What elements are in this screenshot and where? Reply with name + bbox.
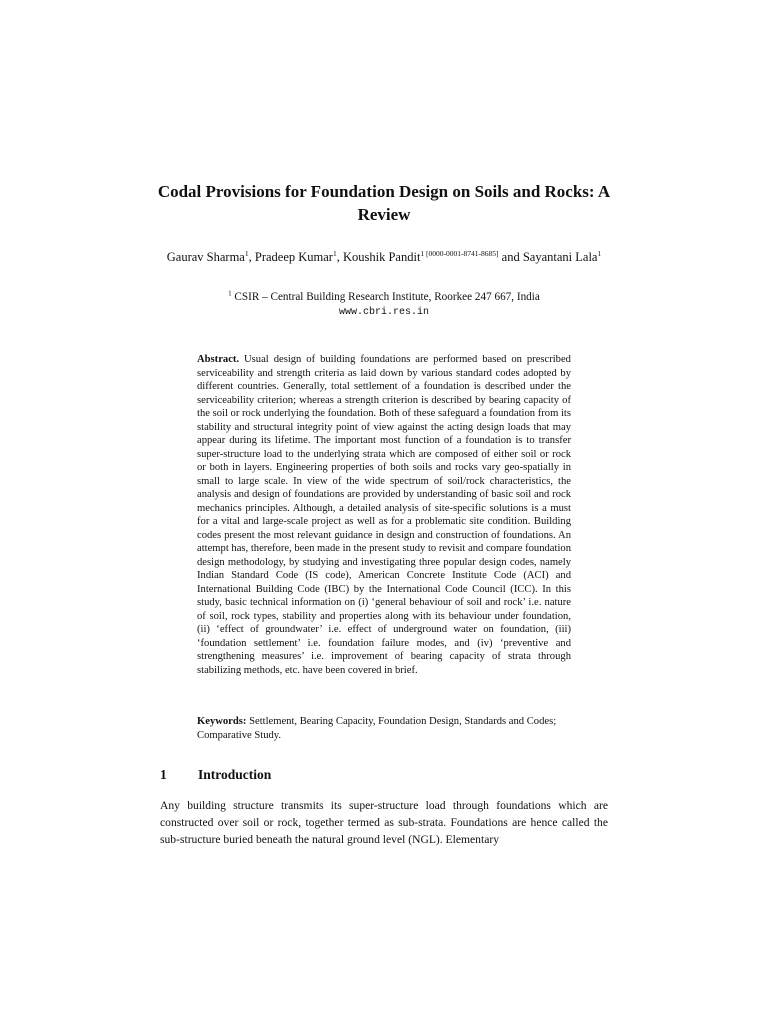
keywords-label: Keywords: xyxy=(197,716,247,727)
author-affiliation-marker: 1 [0000-0001-8741-8685] xyxy=(420,248,499,258)
author-affiliation-marker: 1 xyxy=(332,248,337,258)
author-separator: , xyxy=(336,250,343,264)
author-separator: , xyxy=(248,250,255,264)
section-title: Introduction xyxy=(198,767,272,782)
abstract xyxy=(197,353,571,677)
keywords xyxy=(197,715,571,742)
author-affiliation-marker: 1 xyxy=(597,248,602,258)
paper-title: Codal Provisions for Foundation Design on Soils and Rocks: A Review xyxy=(157,182,611,224)
author-affiliation-marker: 1 xyxy=(244,248,249,258)
section-body-text: Any building structure transmits its super-structure load through foundations which are constructed over soil or rock, together termed as sub-strata. Foundations are hence called the sub-structure buried beneath the natural ground level (NGL). Elementary xyxy=(160,799,608,846)
section-number: 1 xyxy=(160,767,167,782)
abstract-label: Abstract. xyxy=(197,354,240,365)
affiliation-marker: 1 xyxy=(228,289,232,298)
affiliation-text: CSIR – Central Building Research Institute, Roorkee 247 667, India xyxy=(234,291,540,303)
keywords-text: Settlement, Bearing Capacity, Foundation Design, Standards and Codes; Comparative Study. xyxy=(197,716,557,741)
author-name: Sayantani Lala xyxy=(522,250,598,264)
author-separator: and xyxy=(498,250,523,264)
abstract-text: Usual design of building foundations are performed based on prescribed serviceability and strength criteria as laid down by various standard codes adopted by different countries. Generally, total settlement of a foundation is described under the serviceability criterion; whereas a strength criterion is described by bearing capacity of the soil or rock underlying the foundation. Both of these safeguard a foundation from its stability and structural integrity point of view against the acting design loads that may appear during its lifetime. The important most function of a foundation is to transfer super-structure load to the underlying strata which are composed of either soil or rock or both in layers. Engineering properties of both soils and rocks vary geo-spatially in small to large scale. In view of the wide spectrum of soil/rock characteristics, the analysis and design of foundations are provided by understanding of basic soil and rock mechanics principles. Although, a detailed analysis of site-specific solutions is a must for a vital and large-scale project as well as for a problematic site condition. Building codes present the most relevant guidance in design and construction of foundations. An attempt has, therefore, been made in the present study to revisit and compare foundation design methodology, by studying and investigating three popular design codes, namely Indian Standard Code (IS code), American Concrete Institute Code (ACI) and International Building Code (IBC) by the International Code Council (ICC). In this study, basic technical information on (i) ‘general behaviour of soil and rock’ i.e. nature of soil, rock types, stability and properties along with its behaviour under foundation, (ii) ‘effect of groundwater’ i.e. effect of underground water on foundation, (iii) ‘foundation settlement’ i.e. foundation failure modes, and (iv) ‘preventive and strengthening measures’ i.e. improvement of bearing capacity of strata through stabilizing methods, etc. have been covered in brief. xyxy=(197,354,571,676)
author-name: Gaurav Sharma xyxy=(166,250,245,264)
author-name: Koushik Pandit xyxy=(342,250,421,264)
author-name: Pradeep Kumar xyxy=(254,250,333,264)
author-list xyxy=(160,249,608,266)
section-heading xyxy=(160,767,271,783)
affiliation-block xyxy=(160,290,608,320)
affiliation-url[interactable]: www.cbri.res.in xyxy=(338,307,429,318)
